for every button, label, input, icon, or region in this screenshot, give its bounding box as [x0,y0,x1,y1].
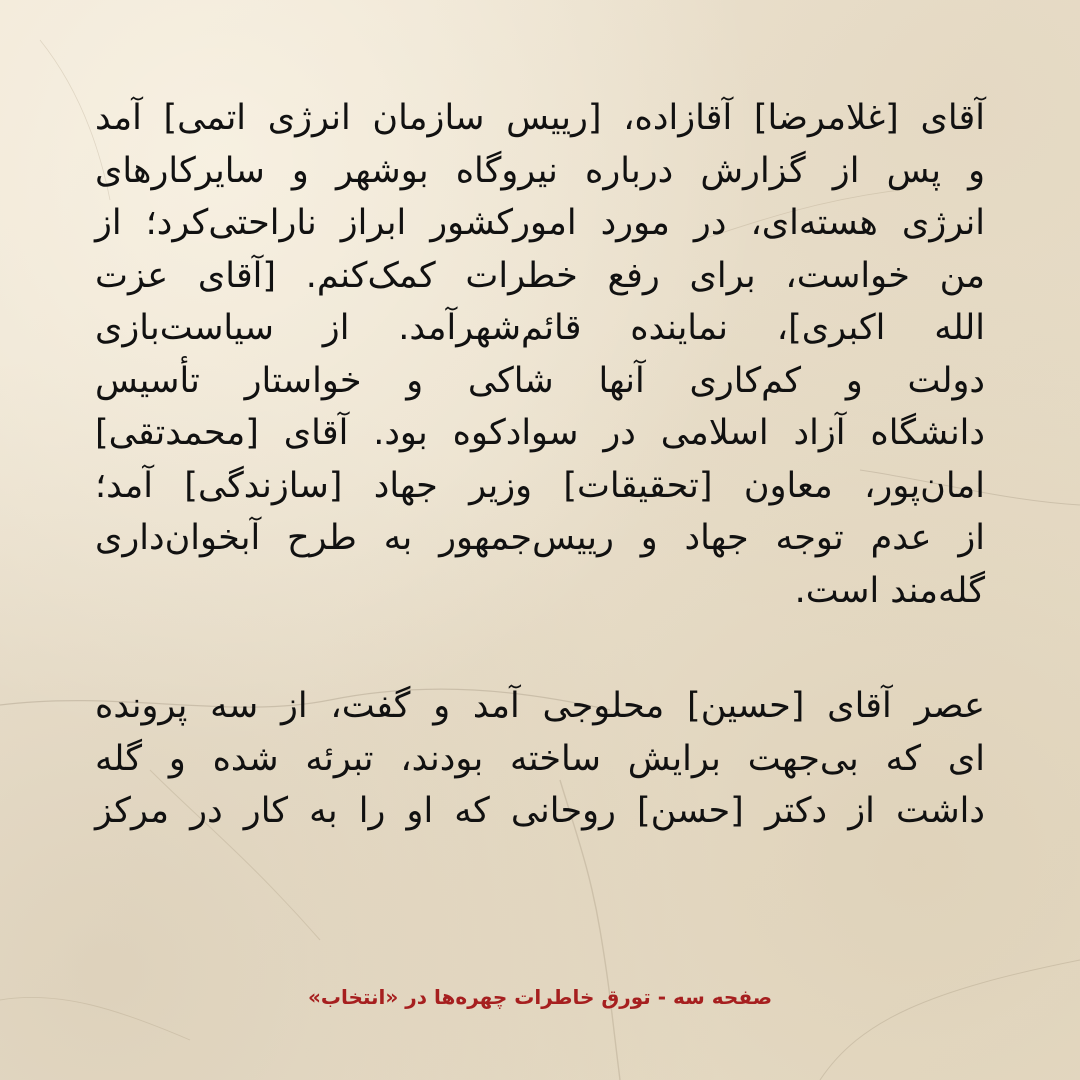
page-caption: صفحه سه - تورق خاطرات چهره‌ها در «انتخاب» [307,985,773,1009]
text-line: عصر آقای [حسین] محلوجی آمد و گفت، از سه پرونده [95,686,985,726]
text-line: دولت و کم‌کاری آنها شاکی و خواستار تأسیس [95,360,985,401]
text-line: الله اکبری]، نماینده قائم‌شهرآمد. از سیاست‌بازی [95,308,985,348]
text-line: دانشگاه آزاد اسلامی در سوادکوه بود. آقای [محمدتقی] [95,413,985,453]
text-line: ای که بی‌جهت برایش ساخته بودند، تبرئه شده و گله [95,738,985,779]
text-line: امان‌پور، معاون [تحقیقات] وزیر جهاد [سازندگی] آمد؛ [95,465,985,506]
text-line: داشت از دکتر [حسن] روحانی که او را به کار در مرکز [95,791,985,831]
text-line: انرژی هسته‌ای، در مورد امورکشور ابراز ناراحتی‌کرد؛ از [95,203,985,243]
text-line: گله‌مند است. [794,570,985,611]
paragraph-2 [95,680,985,838]
text-line: از عدم توجه جهاد و رییس‌جمهور به طرح آبخوان‌داری [95,518,985,558]
text-line: من خواست، برای رفع خطرات کمک‌کنم. [آقای عزت [95,255,985,296]
document-page [95,92,985,838]
paragraph-spacer [95,617,985,680]
text-line: آقای [غلامرضا] آقازاده، [رییس سازمان انرژی اتمی] آمد [95,98,985,138]
paragraph-1 [95,92,985,617]
text-line: و پس از گزارش درباره نیروگاه بوشهر و سایرکارهای [95,150,985,191]
